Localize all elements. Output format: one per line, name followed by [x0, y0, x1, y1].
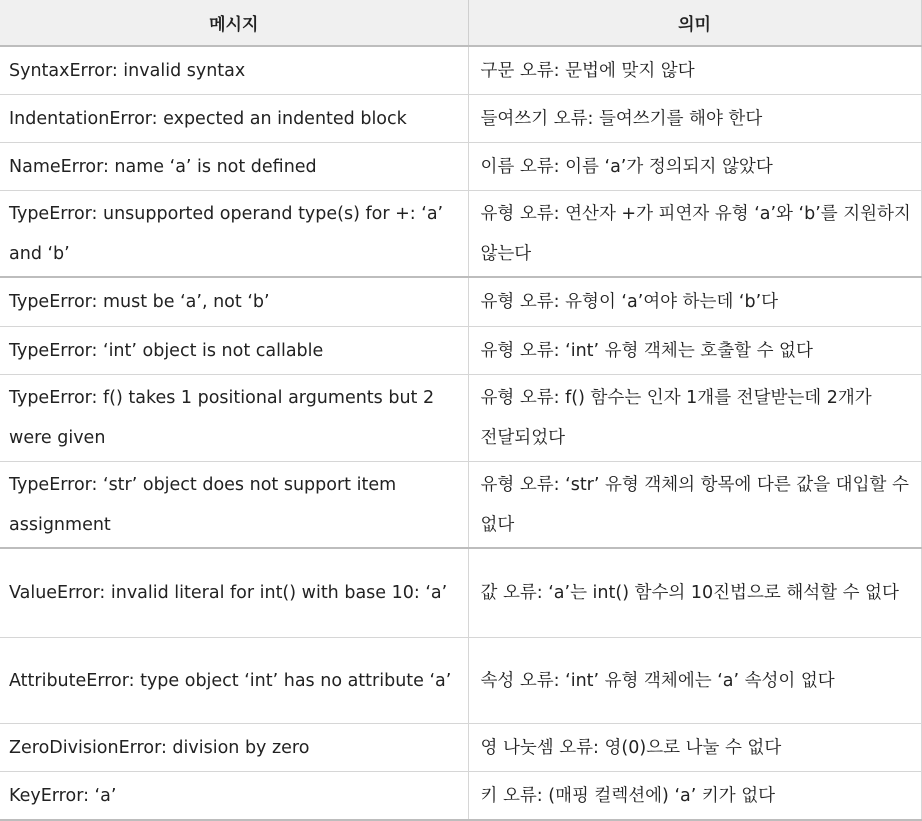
meaning-cell: 값 오류: ‘a’는 int() 함수의 10진법으로 해석할 수 없다	[468, 548, 921, 638]
table-row	[0, 548, 921, 638]
meaning-cell: 들여쓰기 오류: 들여쓰기를 해야 한다	[468, 95, 921, 143]
table-row	[0, 277, 921, 327]
table-header-row	[0, 0, 921, 46]
table-row	[0, 638, 921, 724]
meaning-cell: 유형 오류: 유형이 ‘a’여야 하는데 ‘b’다	[468, 277, 921, 327]
table-row	[0, 191, 921, 278]
message-cell: ZeroDivisionError: division by zero	[0, 724, 468, 772]
message-cell: TypeError: ‘int’ object is not callable	[0, 327, 468, 375]
message-cell: TypeError: must be ‘a’, not ‘b’	[0, 277, 468, 327]
table-row	[0, 327, 921, 375]
table-row	[0, 462, 921, 549]
message-cell: TypeError: unsupported operand type(s) for +: ‘a’ and ‘b’	[0, 191, 468, 278]
message-cell: TypeError: ‘str’ object does not support item assignment	[0, 462, 468, 549]
message-cell: TypeError: f() takes 1 positional arguments but 2 were given	[0, 375, 468, 462]
message-cell: KeyError: ‘a’	[0, 772, 468, 821]
meaning-cell: 구문 오류: 문법에 맞지 않다	[468, 46, 921, 95]
meaning-cell: 영 나눗셈 오류: 영(0)으로 나눌 수 없다	[468, 724, 921, 772]
meaning-cell: 유형 오류: f() 함수는 인자 1개를 전달받는데 2개가 전달되었다	[468, 375, 921, 462]
message-cell: NameError: name ‘a’ is not defined	[0, 143, 468, 191]
table-row	[0, 143, 921, 191]
table-row	[0, 375, 921, 462]
table-row	[0, 95, 921, 143]
table-row	[0, 724, 921, 772]
table-row	[0, 46, 921, 95]
meaning-cell: 속성 오류: ‘int’ 유형 객체에는 ‘a’ 속성이 없다	[468, 638, 921, 724]
meaning-cell: 키 오류: (매핑 컬렉션에) ‘a’ 키가 없다	[468, 772, 921, 821]
header-meaning: 의미	[468, 0, 921, 46]
table-row	[0, 772, 921, 821]
meaning-cell: 유형 오류: ‘str’ 유형 객체의 항목에 다른 값을 대입할 수 없다	[468, 462, 921, 549]
meaning-cell: 유형 오류: ‘int’ 유형 객체는 호출할 수 없다	[468, 327, 921, 375]
message-cell: IndentationError: expected an indented block	[0, 95, 468, 143]
meaning-cell: 이름 오류: 이름 ‘a’가 정의되지 않았다	[468, 143, 921, 191]
header-message: 메시지	[0, 0, 468, 46]
message-cell: SyntaxError: invalid syntax	[0, 46, 468, 95]
message-cell: ValueError: invalid literal for int() with base 10: ‘a’	[0, 548, 468, 638]
meaning-cell: 유형 오류: 연산자 +가 피연자 유형 ‘a’와 ‘b’를 지원하지 않는다	[468, 191, 921, 278]
message-cell: AttributeError: type object ‘int’ has no attribute ‘a’	[0, 638, 468, 724]
